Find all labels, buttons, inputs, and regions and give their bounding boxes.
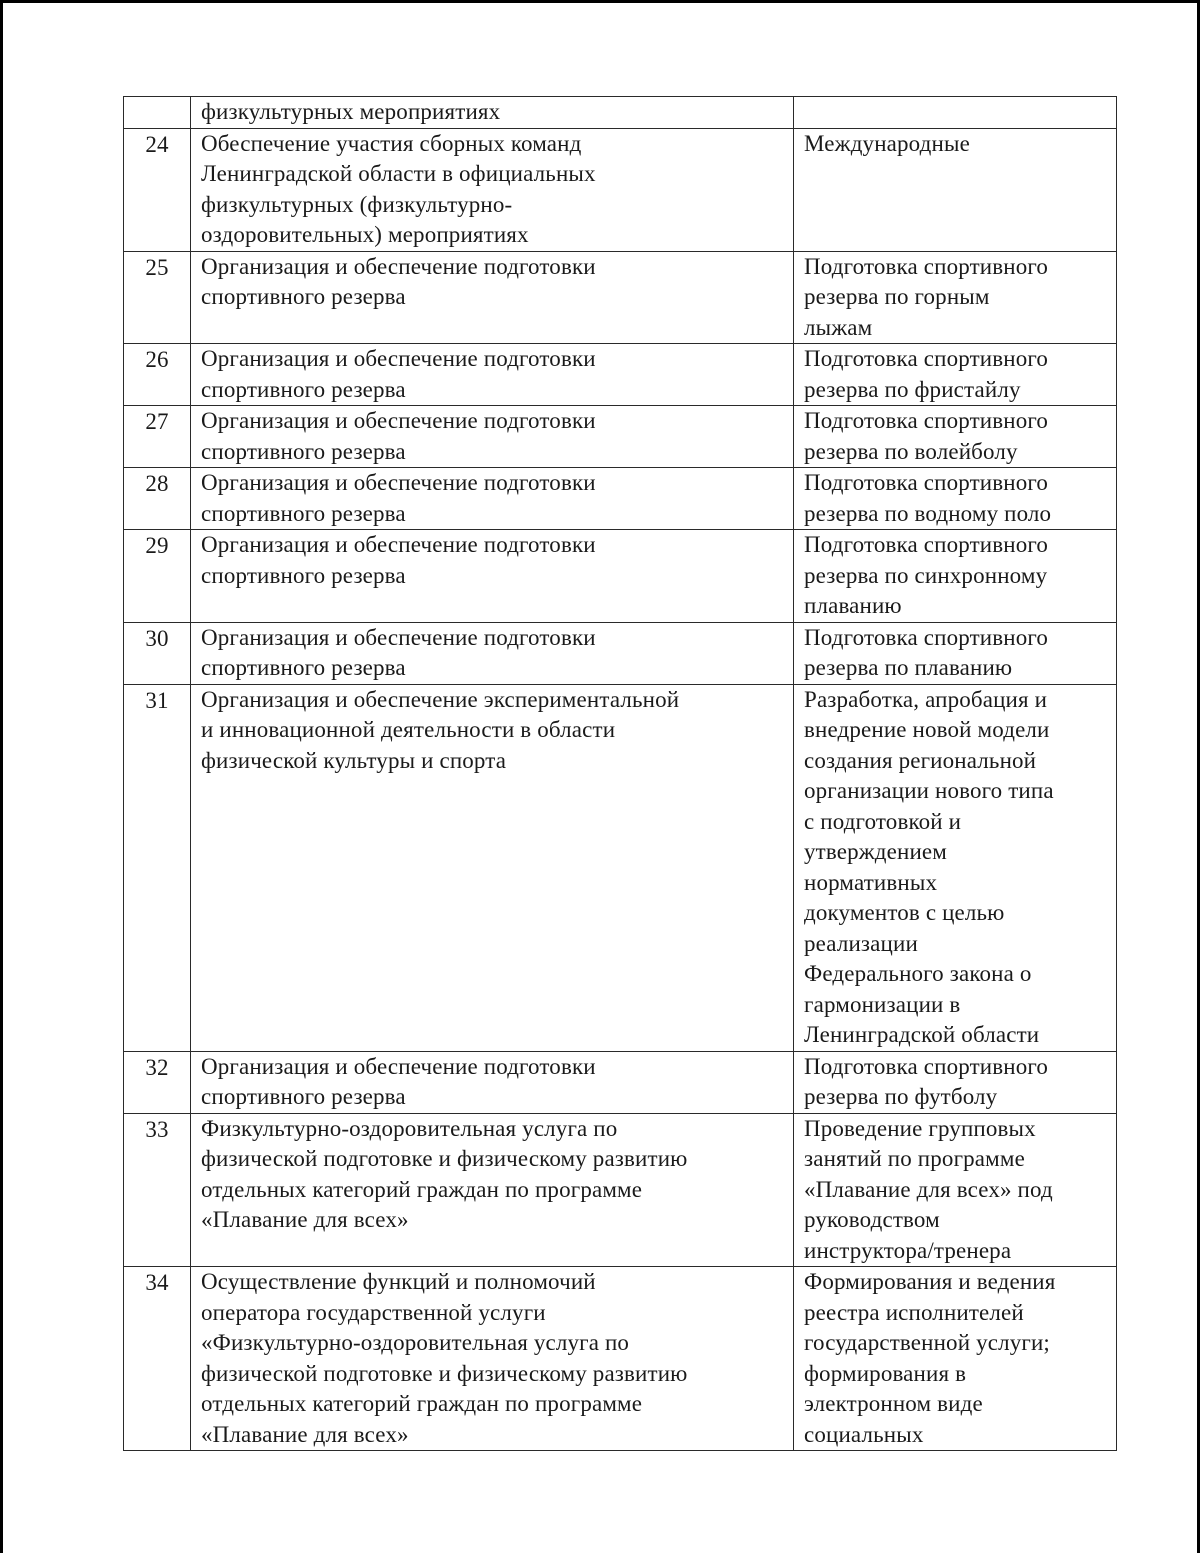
service-type: Подготовка спортивного резерва по футболу [794, 1051, 1117, 1113]
service-type [794, 97, 1117, 129]
row-number: 33 [124, 1113, 191, 1267]
service-type: Разработка, апробация и внедрение новой модели создания региональной организации нового типа с подготовкой и утверждением нормативных документов с целью реализации Федерального закона о гармонизации в Ленинградской области [794, 684, 1117, 1051]
row-number: 30 [124, 622, 191, 684]
service-name: Организация и обеспечение подготовки спортивного резерва [191, 468, 794, 530]
table-row [124, 251, 1117, 344]
service-name: Организация и обеспечение экспериментальной и инновационной деятельности в области физической культуры и спорта [191, 684, 794, 1051]
row-number: 28 [124, 468, 191, 530]
row-number: 26 [124, 344, 191, 406]
service-name: Организация и обеспечение подготовки спортивного резерва [191, 622, 794, 684]
service-type: Подготовка спортивного резерва по синхронному плаванию [794, 530, 1117, 623]
table-row [124, 1113, 1117, 1267]
table-row [124, 468, 1117, 530]
table-row [124, 684, 1117, 1051]
row-number: 24 [124, 128, 191, 251]
service-name: Физкультурно-оздоровительная услуга по физической подготовке и физическому развитию отдельных категорий граждан по программе «Плавание для всех» [191, 1113, 794, 1267]
service-type: Подготовка спортивного резерва по водному поло [794, 468, 1117, 530]
table-row [124, 128, 1117, 251]
table-row [124, 1051, 1117, 1113]
row-number: 32 [124, 1051, 191, 1113]
service-type: Проведение групповых занятий по программе «Плавание для всех» под руководством инструктора/тренера [794, 1113, 1117, 1267]
service-name: Организация и обеспечение подготовки спортивного резерва [191, 251, 794, 344]
row-number [124, 97, 191, 129]
service-type: Международные [794, 128, 1117, 251]
table-row [124, 530, 1117, 623]
service-name: Организация и обеспечение подготовки спортивного резерва [191, 344, 794, 406]
service-name: Организация и обеспечение подготовки спортивного резерва [191, 1051, 794, 1113]
service-type: Подготовка спортивного резерва по плаванию [794, 622, 1117, 684]
row-number: 25 [124, 251, 191, 344]
row-number: 34 [124, 1267, 191, 1451]
table-row [124, 1267, 1117, 1451]
service-name: физкультурных мероприятиях [191, 97, 794, 129]
table-row [124, 622, 1117, 684]
table-row [124, 406, 1117, 468]
row-number: 31 [124, 684, 191, 1051]
table-row [124, 97, 1117, 129]
row-number: 29 [124, 530, 191, 623]
service-name: Организация и обеспечение подготовки спортивного резерва [191, 530, 794, 623]
service-type: Подготовка спортивного резерва по горным лыжам [794, 251, 1117, 344]
service-type: Подготовка спортивного резерва по волейболу [794, 406, 1117, 468]
service-name: Обеспечение участия сборных команд Ленинградской области в официальных физкультурных (физкультурно- оздоровительных) мероприятиях [191, 128, 794, 251]
service-name: Организация и обеспечение подготовки спортивного резерва [191, 406, 794, 468]
services-table [123, 96, 1117, 1451]
service-type: Подготовка спортивного резерва по фристайлу [794, 344, 1117, 406]
service-type: Формирования и ведения реестра исполнителей государственной услуги; формирования в электронном виде социальных [794, 1267, 1117, 1451]
row-number: 27 [124, 406, 191, 468]
service-name: Осуществление функций и полномочий оператора государственной услуги «Физкультурно-оздоровительная услуга по физической подготовке и физическому развитию отдельных категорий граждан по программе «Плавание для всех» [191, 1267, 794, 1451]
table-row [124, 344, 1117, 406]
